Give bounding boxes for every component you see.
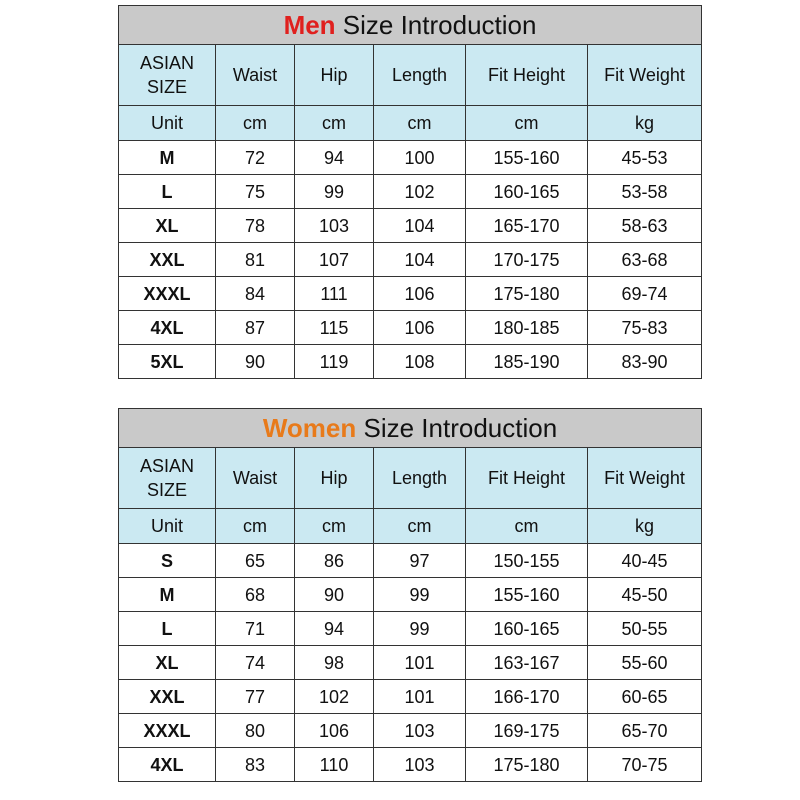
- measurement-cell: 99: [374, 578, 466, 612]
- size-label: 4XL: [119, 311, 216, 345]
- measurement-cell: 53-58: [588, 175, 702, 209]
- measurement-cell: 101: [374, 680, 466, 714]
- size-label: M: [119, 141, 216, 175]
- measurement-cell: 45-53: [588, 141, 702, 175]
- women-header-waist: Waist: [216, 448, 295, 509]
- measurement-cell: 55-60: [588, 646, 702, 680]
- measurement-cell: 90: [216, 345, 295, 379]
- measurement-cell: 160-165: [466, 612, 588, 646]
- women-title-rest: Size Introduction: [356, 413, 558, 443]
- measurement-cell: 72: [216, 141, 295, 175]
- size-label: 4XL: [119, 748, 216, 782]
- measurement-cell: 106: [374, 277, 466, 311]
- measurement-cell: 86: [295, 544, 374, 578]
- men-header-size: ASIAN SIZE: [119, 45, 216, 106]
- table-row: [119, 748, 702, 782]
- measurement-cell: 94: [295, 612, 374, 646]
- size-label: XL: [119, 209, 216, 243]
- men-unit-size: Unit: [119, 106, 216, 141]
- size-label: 5XL: [119, 345, 216, 379]
- measurement-cell: 97: [374, 544, 466, 578]
- table-row: [119, 345, 702, 379]
- women-header-row: [119, 448, 702, 509]
- measurement-cell: 60-65: [588, 680, 702, 714]
- measurement-cell: 80: [216, 714, 295, 748]
- table-row: [119, 175, 702, 209]
- measurement-cell: 84: [216, 277, 295, 311]
- measurement-cell: 115: [295, 311, 374, 345]
- table-row: [119, 544, 702, 578]
- women-header-length: Length: [374, 448, 466, 509]
- measurement-cell: 166-170: [466, 680, 588, 714]
- measurement-cell: 63-68: [588, 243, 702, 277]
- women-title-highlight: Women: [262, 413, 357, 443]
- men-header-waist: Waist: [216, 45, 295, 106]
- measurement-cell: 83: [216, 748, 295, 782]
- men-unit-hip: cm: [295, 106, 374, 141]
- measurement-cell: 75-83: [588, 311, 702, 345]
- measurement-cell: 165-170: [466, 209, 588, 243]
- measurement-cell: 78: [216, 209, 295, 243]
- measurement-cell: 87: [216, 311, 295, 345]
- measurement-cell: 110: [295, 748, 374, 782]
- measurement-cell: 94: [295, 141, 374, 175]
- measurement-cell: 65: [216, 544, 295, 578]
- measurement-cell: 175-180: [466, 748, 588, 782]
- measurement-cell: 71: [216, 612, 295, 646]
- men-header-length: Length: [374, 45, 466, 106]
- women-unit-length: cm: [374, 509, 466, 544]
- measurement-cell: 104: [374, 243, 466, 277]
- measurement-cell: 107: [295, 243, 374, 277]
- men-header-row: [119, 45, 702, 106]
- measurement-cell: 68: [216, 578, 295, 612]
- measurement-cell: 103: [374, 714, 466, 748]
- measurement-cell: 103: [374, 748, 466, 782]
- table-row: [119, 243, 702, 277]
- measurement-cell: 175-180: [466, 277, 588, 311]
- size-label: L: [119, 612, 216, 646]
- measurement-cell: 150-155: [466, 544, 588, 578]
- measurement-cell: 70-75: [588, 748, 702, 782]
- measurement-cell: 69-74: [588, 277, 702, 311]
- measurement-cell: 103: [295, 209, 374, 243]
- size-label: XXXL: [119, 714, 216, 748]
- men-header-fit-height: Fit Height: [466, 45, 588, 106]
- women-table-body: [119, 409, 702, 782]
- size-label: XXL: [119, 680, 216, 714]
- size-label: XXXL: [119, 277, 216, 311]
- men-unit-waist: cm: [216, 106, 295, 141]
- size-label: XL: [119, 646, 216, 680]
- men-title-row: [119, 6, 702, 45]
- women-unit-hip: cm: [295, 509, 374, 544]
- measurement-cell: 98: [295, 646, 374, 680]
- men-table-body: [119, 6, 702, 379]
- measurement-cell: 81: [216, 243, 295, 277]
- table-row: [119, 578, 702, 612]
- table-row: [119, 141, 702, 175]
- men-size-table: [118, 5, 702, 379]
- women-table-title: [119, 409, 702, 448]
- women-header-fit-weight: Fit Weight: [588, 448, 702, 509]
- women-unit-fit-weight: kg: [588, 509, 702, 544]
- measurement-cell: 65-70: [588, 714, 702, 748]
- measurement-cell: 50-55: [588, 612, 702, 646]
- men-unit-length: cm: [374, 106, 466, 141]
- women-header-size: ASIAN SIZE: [119, 448, 216, 509]
- table-row: [119, 277, 702, 311]
- measurement-cell: 100: [374, 141, 466, 175]
- measurement-cell: 108: [374, 345, 466, 379]
- size-label: L: [119, 175, 216, 209]
- measurement-cell: 45-50: [588, 578, 702, 612]
- measurement-cell: 99: [295, 175, 374, 209]
- men-unit-fit-height: cm: [466, 106, 588, 141]
- measurement-cell: 169-175: [466, 714, 588, 748]
- men-unit-fit-weight: kg: [588, 106, 702, 141]
- measurement-cell: 75: [216, 175, 295, 209]
- measurement-cell: 160-165: [466, 175, 588, 209]
- measurement-cell: 83-90: [588, 345, 702, 379]
- measurement-cell: 40-45: [588, 544, 702, 578]
- women-unit-waist: cm: [216, 509, 295, 544]
- measurement-cell: 106: [295, 714, 374, 748]
- women-header-hip: Hip: [295, 448, 374, 509]
- measurement-cell: 104: [374, 209, 466, 243]
- men-unit-row: [119, 106, 702, 141]
- men-header-hip: Hip: [295, 45, 374, 106]
- measurement-cell: 155-160: [466, 141, 588, 175]
- measurement-cell: 102: [295, 680, 374, 714]
- table-row: [119, 311, 702, 345]
- measurement-cell: 111: [295, 277, 374, 311]
- size-label: S: [119, 544, 216, 578]
- men-title-rest: Size Introduction: [335, 10, 537, 40]
- table-row: [119, 680, 702, 714]
- size-label: M: [119, 578, 216, 612]
- measurement-cell: 90: [295, 578, 374, 612]
- measurement-cell: 170-175: [466, 243, 588, 277]
- men-header-fit-weight: Fit Weight: [588, 45, 702, 106]
- size-label: XXL: [119, 243, 216, 277]
- measurement-cell: 58-63: [588, 209, 702, 243]
- measurement-cell: 106: [374, 311, 466, 345]
- measurement-cell: 74: [216, 646, 295, 680]
- table-row: [119, 612, 702, 646]
- table-row: [119, 714, 702, 748]
- women-title-row: [119, 409, 702, 448]
- measurement-cell: 119: [295, 345, 374, 379]
- men-table-title: [119, 6, 702, 45]
- women-header-fit-height: Fit Height: [466, 448, 588, 509]
- men-title-highlight: Men: [283, 10, 336, 40]
- table-row: [119, 209, 702, 243]
- measurement-cell: 155-160: [466, 578, 588, 612]
- measurement-cell: 77: [216, 680, 295, 714]
- measurement-cell: 185-190: [466, 345, 588, 379]
- women-size-table: [118, 408, 702, 782]
- women-unit-row: [119, 509, 702, 544]
- measurement-cell: 102: [374, 175, 466, 209]
- women-unit-size: Unit: [119, 509, 216, 544]
- measurement-cell: 101: [374, 646, 466, 680]
- measurement-cell: 163-167: [466, 646, 588, 680]
- women-unit-fit-height: cm: [466, 509, 588, 544]
- measurement-cell: 99: [374, 612, 466, 646]
- measurement-cell: 180-185: [466, 311, 588, 345]
- table-row: [119, 646, 702, 680]
